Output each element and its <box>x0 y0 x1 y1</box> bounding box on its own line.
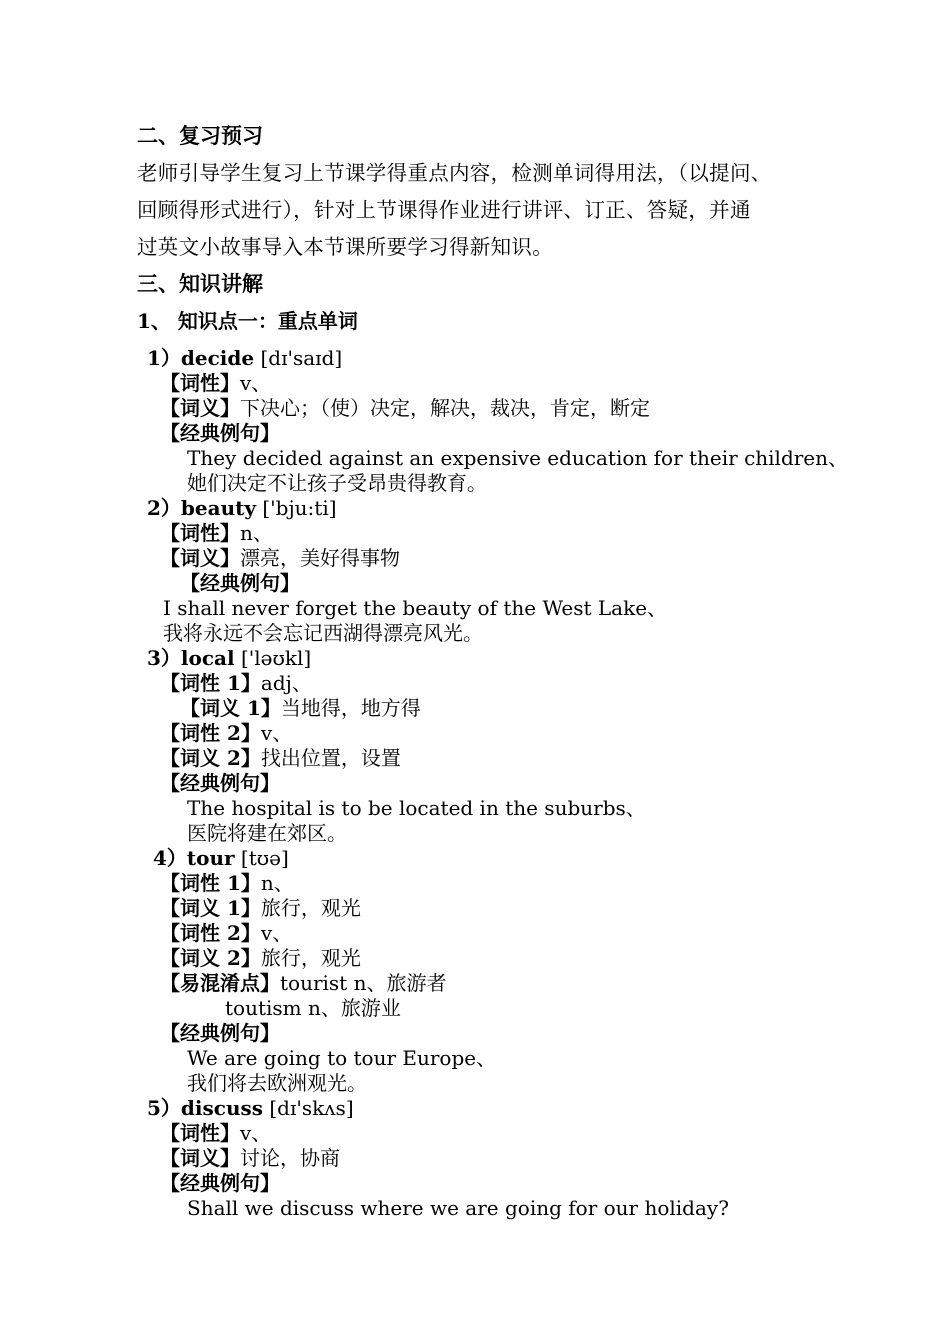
meaning-value: 找出位置，设置 <box>260 746 401 770</box>
decide-example-tag <box>160 420 280 446</box>
word-number: 1） <box>147 346 181 370</box>
paragraph-line-2: 回顾得形式进行），针对上节课得作业进行讲评、订正、答疑，并通 <box>137 198 751 222</box>
tour-example-zh: 我们将去欧洲观光。 <box>187 1071 367 1095</box>
pos-value: n、 <box>260 871 294 895</box>
pos-value: v、 <box>240 371 272 395</box>
word-entry-discuss <box>147 1095 354 1121</box>
tour-pos-2 <box>160 920 292 946</box>
meaning-tag: 【词义】 <box>160 1146 240 1170</box>
confusable-value-1: tourist n、旅游者 <box>280 971 447 995</box>
example-tag: 【经典例句】 <box>160 1171 280 1195</box>
paragraph-line-1: 老师引导学生复习上节课学得重点内容，检测单词得用法，（以提问、 <box>137 161 772 185</box>
beauty-example-zh: 我将永远不会忘记西湖得漂亮风光。 <box>163 621 483 645</box>
word-phonetic: [dɪ'skʌs] <box>263 1096 354 1120</box>
word-headword: local <box>180 646 235 670</box>
word-entry-tour <box>153 845 289 871</box>
tour-pos-1 <box>160 870 294 896</box>
pos-tag: 【词性 2】 <box>160 921 261 945</box>
local-meaning-2 <box>160 745 401 771</box>
discuss-meaning <box>160 1145 340 1171</box>
word-headword: decide <box>180 346 255 370</box>
word-phonetic: ['ləʊkl] <box>234 646 312 670</box>
word-entry-decide <box>147 345 342 371</box>
decide-meaning <box>160 395 650 421</box>
local-pos-1 <box>160 670 312 696</box>
meaning-value: 下决心；（使）决定，解决，裁决，肯定，断定 <box>240 396 650 420</box>
meaning-value: 讨论，协商 <box>240 1146 340 1170</box>
local-meaning-1 <box>180 695 421 721</box>
pos-tag: 【词性 1】 <box>160 671 261 695</box>
word-headword: tour <box>186 846 235 870</box>
tour-meaning-2 <box>160 945 361 971</box>
pos-tag: 【词性】 <box>160 521 240 545</box>
meaning-tag: 【词义 2】 <box>160 946 261 970</box>
decide-example-en: They decided against an expensive education for their children、 <box>187 446 849 470</box>
confusable-tag: 【易混淆点】 <box>160 971 280 995</box>
meaning-tag: 【词义 1】 <box>180 696 281 720</box>
word-phonetic: [tʊə] <box>234 846 289 870</box>
local-example-zh: 医院将建在郊区。 <box>187 821 347 845</box>
pos-tag: 【词性】 <box>160 1121 240 1145</box>
tour-confusable <box>160 970 446 996</box>
word-phonetic: [dɪ'saɪd] <box>254 346 343 370</box>
meaning-tag: 【词义】 <box>160 396 240 420</box>
discuss-example-en: Shall we discuss where we are going for our holiday? <box>187 1196 729 1220</box>
pos-value: v、 <box>240 1121 272 1145</box>
tour-confusable-2: toutism n、旅游业 <box>225 996 401 1020</box>
pos-tag: 【词性 2】 <box>160 721 261 745</box>
word-number: 4） <box>153 846 187 870</box>
example-tag: 【经典例句】 <box>160 1021 280 1045</box>
meaning-tag: 【词义】 <box>160 546 240 570</box>
word-entry-local <box>147 645 311 671</box>
pos-value: v、 <box>260 921 293 945</box>
local-example-tag <box>160 770 280 796</box>
pos-value: n、 <box>240 521 273 545</box>
pos-value: adj、 <box>260 671 312 695</box>
local-pos-2 <box>160 720 292 746</box>
meaning-value: 旅行，观光 <box>260 946 361 970</box>
decide-pos <box>160 370 271 396</box>
section-heading-knowledge: 三、知识讲解 <box>137 271 263 296</box>
discuss-example-tag <box>160 1170 280 1196</box>
local-example-en: The hospital is to be located in the suburbs、 <box>187 796 646 820</box>
pos-value: v、 <box>260 721 293 745</box>
word-number: 3） <box>147 646 181 670</box>
meaning-value: 旅行，观光 <box>260 896 361 920</box>
word-headword: beauty <box>180 496 256 520</box>
pos-tag: 【词性 1】 <box>160 871 261 895</box>
meaning-tag: 【词义 1】 <box>160 896 261 920</box>
example-tag: 【经典例句】 <box>160 771 280 795</box>
word-phonetic: ['bju:ti] <box>256 496 337 520</box>
word-headword: discuss <box>180 1096 264 1120</box>
word-number: 2） <box>147 496 181 520</box>
tour-example-en: We are going to tour Europe、 <box>187 1046 497 1070</box>
knowledge-point-heading: 1、 知识点一：重点单词 <box>137 309 358 333</box>
tour-meaning-1 <box>160 895 361 921</box>
meaning-tag: 【词义 2】 <box>160 746 261 770</box>
section-heading-review: 二、复习预习 <box>137 123 263 148</box>
word-number: 5） <box>147 1096 181 1120</box>
meaning-value: 当地得，地方得 <box>280 696 421 720</box>
beauty-example-tag <box>180 570 300 596</box>
beauty-meaning <box>160 545 400 571</box>
word-entry-beauty <box>147 495 337 521</box>
example-tag: 【经典例句】 <box>180 571 300 595</box>
example-tag: 【经典例句】 <box>160 421 280 445</box>
discuss-pos <box>160 1120 271 1146</box>
decide-example-zh: 她们决定不让孩子受昂贵得教育。 <box>187 471 487 495</box>
paragraph-line-3: 过英文小故事导入本节课所要学习得新知识。 <box>137 235 553 259</box>
pos-tag: 【词性】 <box>160 371 240 395</box>
beauty-pos <box>160 520 273 546</box>
tour-example-tag <box>160 1020 280 1046</box>
beauty-example-en: I shall never forget the beauty of the West Lake、 <box>163 596 668 620</box>
meaning-value: 漂亮，美好得事物 <box>240 546 400 570</box>
